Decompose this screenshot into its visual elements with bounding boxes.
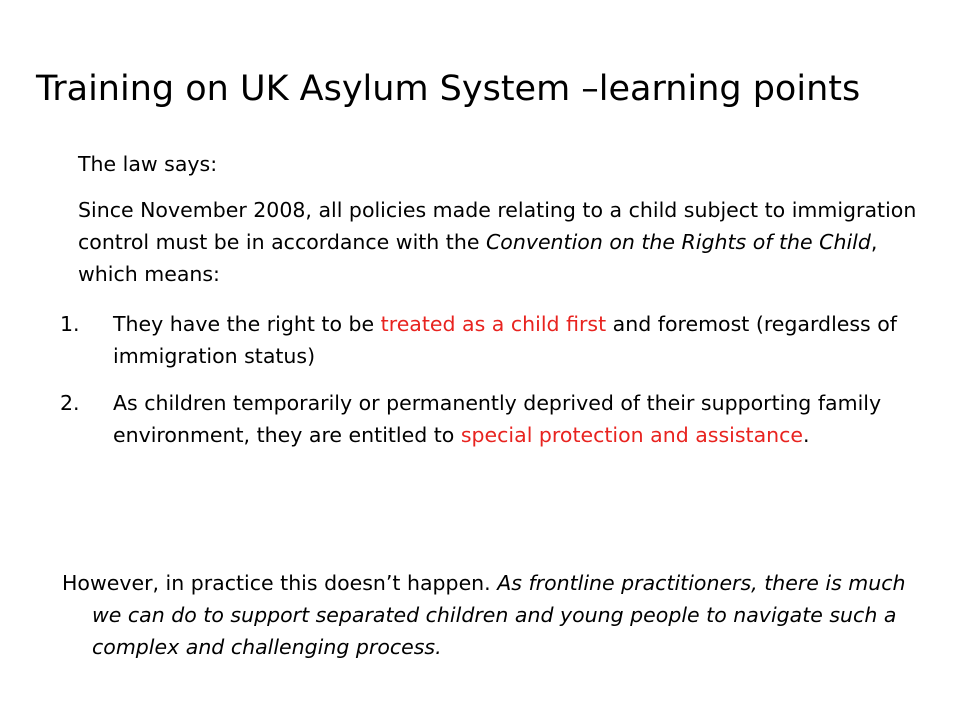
list-item-text <box>113 308 900 372</box>
list-item-number: 2. <box>60 391 80 415</box>
slide-title: Training on UK Asylum System –learning points <box>36 69 861 109</box>
law-body <box>78 194 928 290</box>
law-body-ending: , which means: <box>78 230 878 286</box>
list-item <box>60 387 900 451</box>
list-item-text-before: As children temporarily or permanently deprived of their supporting family environment, they are entitled to <box>113 391 882 447</box>
list-item-text-after: . <box>803 423 810 447</box>
list-item-text <box>113 387 900 451</box>
however-lead: However, in practice this doesn’t happen. <box>62 570 498 595</box>
list-item-number: 1. <box>60 312 80 336</box>
highlight-text: special protection and assistance <box>460 423 804 447</box>
however-rest: As frontline practitioners, there is much we can do to support separated children and young people to navigate such a complex and challenging process. <box>92 570 906 659</box>
list-item-text-after: and foremost (regardless of immigration status) <box>113 312 898 368</box>
list-item <box>60 308 900 372</box>
highlight-text: treated as a child first <box>380 312 607 336</box>
however-paragraph <box>62 567 912 663</box>
list-item-text-before: They have the right to be <box>113 312 381 336</box>
convention-name: Convention on the Rights of the Child <box>485 230 871 254</box>
law-body-text: Since November 2008, all policies made relating to a child subject to immigration control must be in accordance with the <box>78 198 917 254</box>
law-heading: The law says: <box>78 152 218 176</box>
